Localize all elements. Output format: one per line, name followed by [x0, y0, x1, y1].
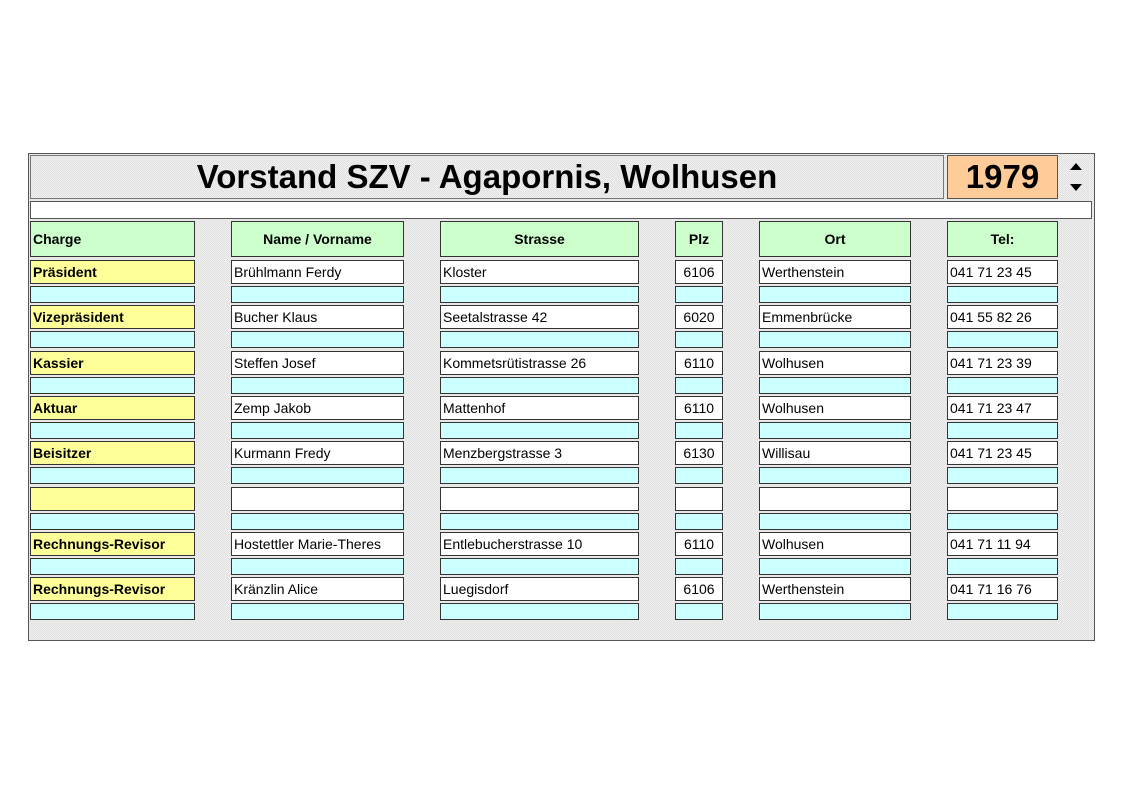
cell-strasse[interactable]: Mattenhof: [440, 396, 639, 420]
spacer-cell-name: [231, 377, 404, 394]
cell-charge[interactable]: [30, 487, 195, 511]
spacer-cell-strasse: [440, 422, 639, 439]
cell-charge[interactable]: Beisitzer: [30, 441, 195, 465]
spacer-cell-plz: [675, 558, 723, 575]
spacer-cell-plz: [675, 331, 723, 348]
cell-name[interactable]: Kurmann Fredy: [231, 441, 404, 465]
cell-ort[interactable]: Wolhusen: [759, 396, 911, 420]
cell-strasse[interactable]: Kloster: [440, 260, 639, 284]
header-charge: Charge: [30, 221, 195, 257]
spacer-cell-tel: [947, 331, 1058, 348]
cell-strasse[interactable]: [440, 487, 639, 511]
spacer-cell-plz: [675, 422, 723, 439]
spacer-cell-plz: [675, 513, 723, 530]
page-title: Vorstand SZV - Agapornis, Wolhusen: [30, 155, 944, 199]
cell-strasse[interactable]: Seetalstrasse 42: [440, 305, 639, 329]
header-plz: Plz: [675, 221, 723, 257]
spacer-cell-strasse: [440, 513, 639, 530]
cell-plz[interactable]: 6130: [675, 441, 723, 465]
spacer-cell-name: [231, 331, 404, 348]
spacer-cell-plz: [675, 286, 723, 303]
cell-ort[interactable]: Wolhusen: [759, 532, 911, 556]
spacer-cell-tel: [947, 513, 1058, 530]
cell-charge[interactable]: Aktuar: [30, 396, 195, 420]
spacer-cell-ort: [759, 467, 911, 484]
spacer-cell-tel: [947, 603, 1058, 620]
cell-plz[interactable]: 6020: [675, 305, 723, 329]
spacer-cell-charge: [30, 377, 195, 394]
spacer-cell-plz: [675, 377, 723, 394]
spacer-cell-name: [231, 513, 404, 530]
cell-ort[interactable]: Werthenstein: [759, 260, 911, 284]
cell-plz[interactable]: 6110: [675, 396, 723, 420]
cell-strasse[interactable]: Luegisdorf: [440, 577, 639, 601]
triangle-down-icon[interactable]: [1070, 184, 1082, 191]
spacer-cell-tel: [947, 286, 1058, 303]
spacer-cell-ort: [759, 377, 911, 394]
cell-ort[interactable]: Willisau: [759, 441, 911, 465]
cell-name[interactable]: [231, 487, 404, 511]
header-name: Name / Vorname: [231, 221, 404, 257]
spacer-cell-strasse: [440, 603, 639, 620]
spacer-cell-name: [231, 286, 404, 303]
header-strasse: Strasse: [440, 221, 639, 257]
cell-name[interactable]: Kränzlin Alice: [231, 577, 404, 601]
spacer-cell-tel: [947, 377, 1058, 394]
spacer-cell-plz: [675, 467, 723, 484]
cell-charge[interactable]: Kassier: [30, 351, 195, 375]
cell-strasse[interactable]: Kommetsrütistrasse 26: [440, 351, 639, 375]
cell-tel[interactable]: 041 71 23 45: [947, 260, 1058, 284]
cell-name[interactable]: Zemp Jakob: [231, 396, 404, 420]
cell-charge[interactable]: Präsident: [30, 260, 195, 284]
cell-tel[interactable]: 041 71 23 39: [947, 351, 1058, 375]
cell-plz[interactable]: 6106: [675, 260, 723, 284]
header-tel: Tel:: [947, 221, 1058, 257]
cell-tel[interactable]: 041 71 23 47: [947, 396, 1058, 420]
spacer-cell-name: [231, 558, 404, 575]
cell-ort[interactable]: Wolhusen: [759, 351, 911, 375]
cell-name[interactable]: Bucher Klaus: [231, 305, 404, 329]
cell-name[interactable]: Steffen Josef: [231, 351, 404, 375]
cell-plz[interactable]: 6110: [675, 351, 723, 375]
spacer-cell-ort: [759, 513, 911, 530]
spacer-cell-name: [231, 467, 404, 484]
spacer-cell-charge: [30, 513, 195, 530]
cell-plz[interactable]: 6106: [675, 577, 723, 601]
cell-tel[interactable]: 041 71 23 45: [947, 441, 1058, 465]
spacer-cell-tel: [947, 467, 1058, 484]
spacer-cell-strasse: [440, 331, 639, 348]
cell-charge[interactable]: Rechnungs-Revisor: [30, 532, 195, 556]
spacer-cell-strasse: [440, 286, 639, 303]
spacer-cell-ort: [759, 603, 911, 620]
cell-strasse[interactable]: Menzbergstrasse 3: [440, 441, 639, 465]
spacer-cell-charge: [30, 558, 195, 575]
triangle-up-icon[interactable]: [1070, 163, 1082, 170]
spacer-cell-strasse: [440, 377, 639, 394]
spacer-cell-charge: [30, 603, 195, 620]
spacer-cell-charge: [30, 331, 195, 348]
cell-tel[interactable]: [947, 487, 1058, 511]
cell-strasse[interactable]: Entlebucherstrasse 10: [440, 532, 639, 556]
separator-bar: [30, 201, 1092, 219]
spacer-cell-charge: [30, 422, 195, 439]
cell-ort[interactable]: [759, 487, 911, 511]
cell-charge[interactable]: Rechnungs-Revisor: [30, 577, 195, 601]
year-spinner[interactable]: [1064, 155, 1090, 199]
cell-charge[interactable]: Vizepräsident: [30, 305, 195, 329]
spacer-cell-tel: [947, 422, 1058, 439]
spacer-cell-ort: [759, 286, 911, 303]
spacer-cell-ort: [759, 422, 911, 439]
cell-name[interactable]: Hostettler Marie-Theres: [231, 532, 404, 556]
spacer-cell-strasse: [440, 558, 639, 575]
cell-name[interactable]: Brühlmann Ferdy: [231, 260, 404, 284]
spacer-cell-ort: [759, 331, 911, 348]
spacer-cell-name: [231, 422, 404, 439]
cell-plz[interactable]: 6110: [675, 532, 723, 556]
cell-ort[interactable]: Emmenbrücke: [759, 305, 911, 329]
cell-plz[interactable]: [675, 487, 723, 511]
spacer-cell-ort: [759, 558, 911, 575]
spacer-cell-tel: [947, 558, 1058, 575]
year-field[interactable]: 1979: [947, 155, 1058, 199]
spacer-cell-name: [231, 603, 404, 620]
spacer-cell-charge: [30, 467, 195, 484]
spacer-cell-charge: [30, 286, 195, 303]
cell-ort[interactable]: Werthenstein: [759, 577, 911, 601]
cell-tel[interactable]: 041 71 16 76: [947, 577, 1058, 601]
spacer-cell-strasse: [440, 467, 639, 484]
cell-tel[interactable]: 041 55 82 26: [947, 305, 1058, 329]
cell-tel[interactable]: 041 71 11 94: [947, 532, 1058, 556]
header-ort: Ort: [759, 221, 911, 257]
spacer-cell-plz: [675, 603, 723, 620]
